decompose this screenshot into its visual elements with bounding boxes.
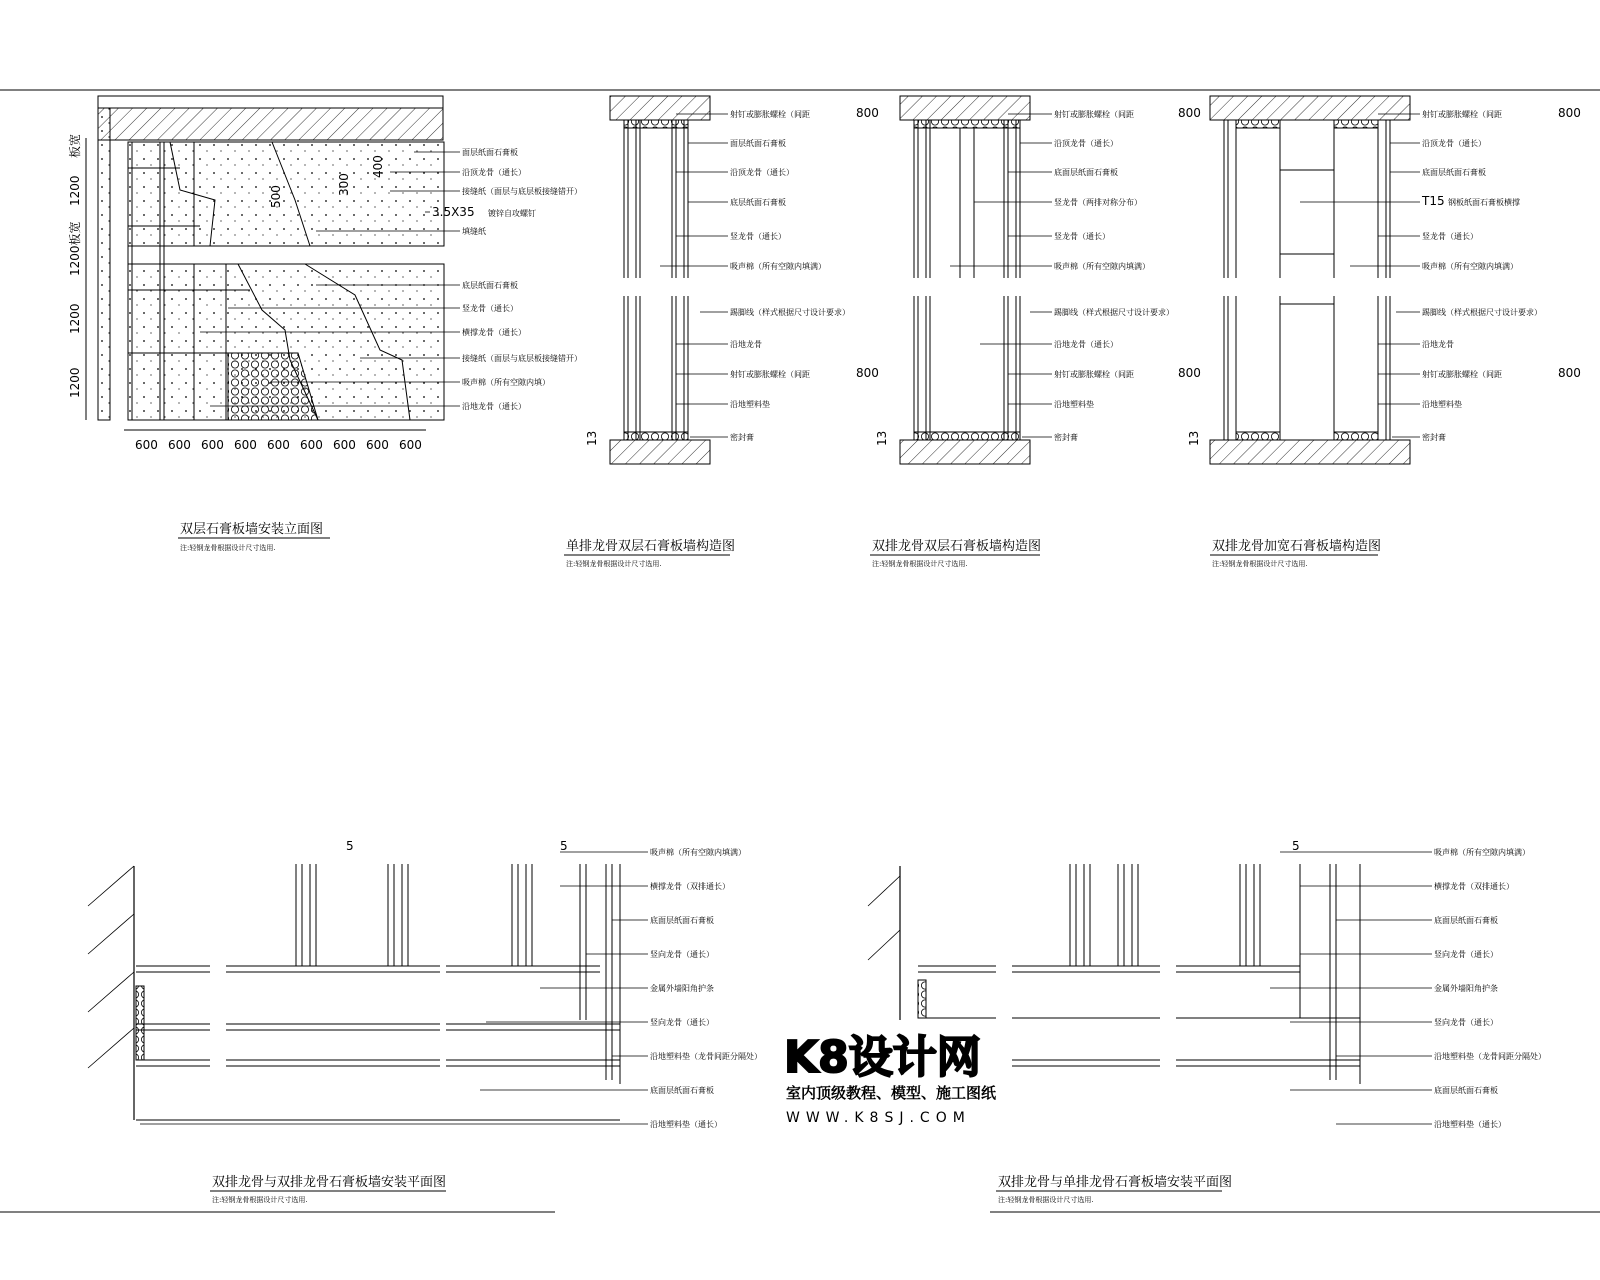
sa-callout-11: 密封膏 — [730, 433, 754, 442]
sc-callout-3: 底面层纸面石膏板 — [1422, 168, 1486, 177]
elevation-drawing — [67, 96, 582, 552]
plan-b-note: 注:轻钢龙骨根据设计尺寸选用. — [998, 1196, 1094, 1204]
sb-dim-bot: 800 — [1178, 366, 1201, 380]
dim-h-9: 600 — [399, 438, 422, 452]
dim-h-4: 600 — [234, 438, 257, 452]
dim-v-4: 1200 — [68, 303, 82, 334]
callout-3: 接缝纸（面层与底层板接缝错开） — [462, 187, 582, 196]
sa-callout-7: 踢脚线（样式根据尺寸设计要求） — [730, 308, 850, 317]
pa-callout-2: 横撑龙骨（双排通长） — [650, 882, 730, 891]
pa-callout-8: 底面层纸面石膏板 — [650, 1086, 714, 1095]
section-b-drawing — [870, 96, 1201, 568]
plan-a-title: 双排龙骨与双排龙骨石膏板墙安装平面图 — [212, 1175, 447, 1190]
sc-callout-10: 射钉或膨胀螺栓（间距 — [1422, 370, 1502, 379]
section-c-note: 注:轻钢龙骨根据设计尺寸选用. — [1212, 560, 1308, 568]
sc-callout-11: 沿地塑料垫 — [1422, 400, 1462, 409]
pa-dim-top1: 5 — [346, 839, 354, 853]
sb-callout-8: 沿地龙骨（通长） — [1054, 340, 1118, 349]
watermark-logo: K8设计网 — [784, 1032, 981, 1083]
dim-h-2: 600 — [168, 438, 191, 452]
callout-7: 底层纸面石膏板 — [462, 281, 518, 290]
pb-callout-6: 竖向龙骨（通长） — [1434, 1018, 1498, 1027]
sb-callout-5: 竖龙骨（通长） — [1054, 232, 1110, 241]
sa-callout-8: 沿地龙骨 — [730, 340, 762, 349]
section-a-title: 单排龙骨双层石膏板墙构造图 — [566, 539, 736, 554]
pa-callout-6: 竖向龙骨（通长） — [650, 1018, 714, 1027]
dim-v-2: 1200 — [68, 175, 82, 206]
callout-11: 吸声棉（所有空隙内填） — [462, 378, 550, 387]
sa-callout-1: 射钉或膨胀螺栓（间距 — [730, 110, 810, 119]
pa-callout-5: 金属外墙阳角护条 — [650, 984, 714, 993]
inner-dim-300: 300 — [337, 173, 351, 196]
dim-h-8: 600 — [366, 438, 389, 452]
sc-dim-top: 800 — [1558, 106, 1581, 120]
sa-callout-10: 沿地塑料垫 — [730, 400, 770, 409]
sc-callout-9: 沿地龙骨 — [1422, 340, 1454, 349]
section-c-drawing — [1187, 96, 1581, 568]
section-a-note: 注:轻钢龙骨根据设计尺寸选用. — [566, 560, 662, 568]
sc-callout-8: 踢脚线（样式根据尺寸设计要求） — [1422, 308, 1542, 317]
sc-callout-2: 沿顶龙骨（通长） — [1422, 139, 1486, 148]
sa-callout-6: 吸声棉（所有空隙内填满） — [730, 262, 826, 271]
sc-dim-bot: 800 — [1558, 366, 1581, 380]
sc-callout-6: 竖龙骨（通长） — [1422, 232, 1478, 241]
pb-dim-top: 5 — [1292, 839, 1300, 853]
pb-callout-2: 横撑龙骨（双排通长） — [1434, 882, 1514, 891]
sa-callout-2: 面层纸面石膏板 — [730, 139, 786, 148]
callout-4: 3.5X35 — [432, 205, 475, 219]
sb-dim-top: 800 — [1178, 106, 1201, 120]
inner-dim-500: 500 — [269, 185, 283, 208]
sb-callout-3: 底面层纸面石膏板 — [1054, 168, 1118, 177]
sb-callout-4: 竖龙骨（两排对称分布） — [1054, 198, 1142, 207]
dim-h-5: 600 — [267, 438, 290, 452]
sc-callout-12: 密封膏 — [1422, 433, 1446, 442]
section-b-title: 双排龙骨双层石膏板墙构造图 — [872, 539, 1042, 554]
callout-6: 填缝纸 — [462, 227, 486, 236]
callout-10: 接缝纸（面层与底层板接缝错开） — [462, 354, 582, 363]
pa-callout-7: 沿地塑料垫（龙骨间距分隔处） — [650, 1052, 762, 1061]
dim-h-6: 600 — [300, 438, 323, 452]
watermark-tagline: 室内顶级教程、模型、施工图纸 — [786, 1084, 997, 1102]
plan-b-title: 双排龙骨与单排龙骨石膏板墙安装平面图 — [998, 1175, 1233, 1190]
callout-8: 竖龙骨（通长） — [462, 304, 518, 313]
elevation-note: 注:轻钢龙骨根据设计尺寸选用. — [180, 544, 276, 552]
sb-dim-side: 13 — [875, 430, 889, 446]
sa-dim-top: 800 — [856, 106, 879, 120]
dim-h-1: 600 — [135, 438, 158, 452]
sc-callout-1: 射钉或膨胀螺栓（间距 — [1422, 110, 1502, 119]
sa-callout-3: 沿顶龙骨（通长） — [730, 168, 794, 177]
pa-callout-4: 竖向龙骨（通长） — [650, 950, 714, 959]
callout-1: 面层纸面石膏板 — [462, 148, 518, 157]
callout-9: 横撑龙骨（通长） — [462, 328, 526, 337]
pa-callout-9: 沿地塑料垫（通长） — [650, 1120, 722, 1129]
sc-callout-4: T15 — [1422, 194, 1445, 208]
sa-callout-9: 射钉或膨胀螺栓（间距 — [730, 370, 810, 379]
pa-dim-top2: 5 — [560, 839, 568, 853]
sc-callout-7: 吸声棉（所有空隙内填满） — [1422, 262, 1518, 271]
sa-callout-5: 竖龙骨（通长） — [730, 232, 786, 241]
pb-callout-5: 金属外墙阳角护条 — [1434, 984, 1498, 993]
pb-callout-9: 沿地塑料垫（通长） — [1434, 1120, 1506, 1129]
callout-2: 沿顶龙骨（通长） — [462, 168, 526, 177]
pb-callout-4: 竖向龙骨（通长） — [1434, 950, 1498, 959]
dim-v-1: 板宽 — [68, 133, 82, 158]
pb-callout-1: 吸声棉（所有空隙内填满） — [1434, 848, 1530, 857]
callout-12: 沿地龙骨（通长） — [462, 402, 526, 411]
sb-callout-11: 密封膏 — [1054, 433, 1078, 442]
sb-callout-6: 吸声棉（所有空隙内填满） — [1054, 262, 1150, 271]
plan-b-drawing — [868, 839, 1546, 1204]
section-c-title: 双排龙骨加宽石膏板墙构造图 — [1212, 539, 1382, 554]
sb-callout-1: 射钉或膨胀螺栓（间距 — [1054, 110, 1134, 119]
section-a-drawing — [564, 96, 879, 568]
dim-h-3: 600 — [201, 438, 224, 452]
watermark — [784, 1032, 997, 1126]
section-b-note: 注:轻钢龙骨根据设计尺寸选用. — [872, 560, 968, 568]
dim-v-3: 1200板宽 — [68, 221, 82, 276]
pa-callout-1: 吸声棉（所有空隙内填满） — [650, 848, 746, 857]
watermark-url: WWW.K8SJ.COM — [786, 1110, 971, 1126]
sa-dim-side: 13 — [585, 430, 599, 446]
plan-a-drawing — [88, 839, 762, 1204]
plan-a-note: 注:轻钢龙骨根据设计尺寸选用. — [212, 1196, 308, 1204]
pb-callout-7: 沿地塑料垫（龙骨间距分隔处） — [1434, 1052, 1546, 1061]
pb-callout-8: 底面层纸面石膏板 — [1434, 1086, 1498, 1095]
dim-v-5: 1200 — [68, 367, 82, 398]
callout-5: 镀锌自攻螺钉 — [488, 209, 536, 218]
sb-callout-10: 沿地塑料垫 — [1054, 400, 1094, 409]
sa-dim-bot: 800 — [856, 366, 879, 380]
dim-h-7: 600 — [333, 438, 356, 452]
sc-dim-side: 13 — [1187, 430, 1201, 446]
elevation-horizontal-dims — [135, 438, 422, 452]
sb-callout-2: 沿顶龙骨（通长） — [1054, 139, 1118, 148]
elevation-title: 双层石膏板墙安装立面图 — [180, 522, 324, 537]
sa-callout-4: 底层纸面石膏板 — [730, 198, 786, 207]
sb-callout-9: 射钉或膨胀螺栓（间距 — [1054, 370, 1134, 379]
sb-callout-7: 踢脚线（样式根据尺寸设计要求） — [1054, 308, 1174, 317]
inner-dim-400: 400 — [371, 155, 385, 178]
sc-callout-5: 钢板纸面石膏板横撑 — [1448, 198, 1520, 207]
pb-callout-3: 底面层纸面石膏板 — [1434, 916, 1498, 925]
pa-callout-3: 底面层纸面石膏板 — [650, 916, 714, 925]
